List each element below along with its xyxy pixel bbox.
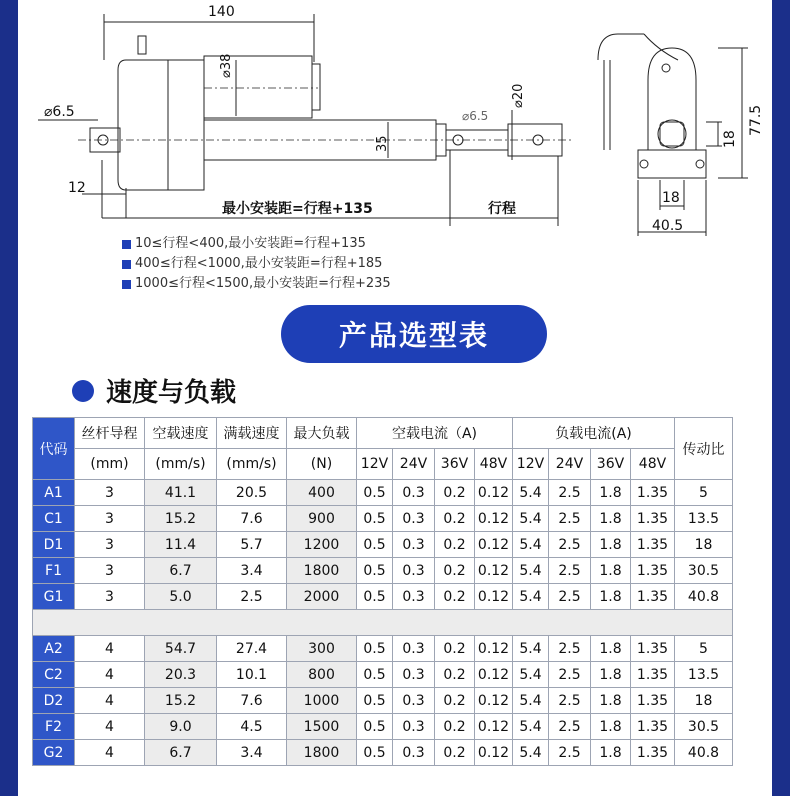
table-cell: 20.5: [217, 480, 287, 506]
header-load-current: 负载电流(A): [513, 418, 675, 449]
table-cell: 2.5: [549, 636, 591, 662]
row-code: A2: [33, 636, 75, 662]
row-code: D2: [33, 688, 75, 714]
table-cell: 0.5: [357, 532, 393, 558]
table-row: [33, 662, 733, 688]
table-cell: 3: [75, 506, 145, 532]
table-cell: 2.5: [549, 662, 591, 688]
header-max-load: 最大负载: [287, 418, 357, 449]
header-noload-current: 空载电流（A): [357, 418, 513, 449]
table-cell: 2.5: [549, 584, 591, 610]
group-separator: [33, 610, 733, 636]
bullet-square-icon: [122, 240, 131, 249]
table-cell: 0.12: [475, 714, 513, 740]
table-cell: 0.5: [357, 480, 393, 506]
table-cell: 0.2: [435, 480, 475, 506]
table-cell: 5.4: [513, 636, 549, 662]
table-cell: 1800: [287, 740, 357, 766]
table-cell: 6.7: [145, 740, 217, 766]
table-cell: 1.35: [631, 506, 675, 532]
table-cell: 18: [675, 688, 733, 714]
table-cell: 7.6: [217, 688, 287, 714]
table-cell: 0.5: [357, 558, 393, 584]
table-cell: 0.3: [393, 688, 435, 714]
table-cell: 1800: [287, 558, 357, 584]
table-cell: 3: [75, 532, 145, 558]
table-cell: 5.7: [217, 532, 287, 558]
table-cell: 2000: [287, 584, 357, 610]
table-cell: 3: [75, 584, 145, 610]
header-voltage: 36V: [435, 449, 475, 480]
table-cell: 2.5: [549, 506, 591, 532]
table-cell: 11.4: [145, 532, 217, 558]
table-cell: 1.35: [631, 636, 675, 662]
header-voltage: 48V: [475, 449, 513, 480]
table-cell: 1.35: [631, 584, 675, 610]
table-cell: 13.5: [675, 662, 733, 688]
table-cell: 0.3: [393, 506, 435, 532]
row-code: F2: [33, 714, 75, 740]
table-cell: 1.35: [631, 532, 675, 558]
table-cell: 7.6: [217, 506, 287, 532]
table-cell: 4: [75, 662, 145, 688]
table-cell: 18: [675, 532, 733, 558]
table-row: [33, 688, 733, 714]
table-row: [33, 480, 733, 506]
table-cell: 5.4: [513, 558, 549, 584]
table-row: [33, 558, 733, 584]
row-code: F1: [33, 558, 75, 584]
note-item: 10≤行程<400,最小安装距=行程+135: [122, 234, 391, 254]
header-noload-speed: 空载速度: [145, 418, 217, 449]
table-cell: 0.3: [393, 740, 435, 766]
table-row: [33, 714, 733, 740]
table-cell: 0.12: [475, 532, 513, 558]
table-cell: 1.8: [591, 480, 631, 506]
header-lead-unit: (mm): [75, 449, 145, 480]
table-cell: 5.4: [513, 688, 549, 714]
table-cell: 0.3: [393, 584, 435, 610]
header-max-load-unit: (N): [287, 449, 357, 480]
table-cell: 0.2: [435, 584, 475, 610]
table-cell: 1.8: [591, 662, 631, 688]
table-cell: 1.8: [591, 532, 631, 558]
header-voltage: 48V: [631, 449, 675, 480]
table-cell: 30.5: [675, 714, 733, 740]
table-cell: 3: [75, 558, 145, 584]
table-cell: 4.5: [217, 714, 287, 740]
table-cell: 0.12: [475, 662, 513, 688]
table-cell: 5.4: [513, 714, 549, 740]
table-cell: 1.35: [631, 558, 675, 584]
header-voltage: 12V: [357, 449, 393, 480]
table-cell: 0.12: [475, 558, 513, 584]
table-cell: 5.4: [513, 532, 549, 558]
table-cell: 2.5: [549, 558, 591, 584]
table-cell: 5.4: [513, 480, 549, 506]
table-cell: 2.5: [549, 714, 591, 740]
min-install-label: 最小安装距=行程+135: [222, 201, 373, 217]
table-cell: 27.4: [217, 636, 287, 662]
table-cell: 0.3: [393, 636, 435, 662]
header-noload-speed-unit: (mm/s): [145, 449, 217, 480]
dim-20-label: ⌀20: [511, 83, 526, 108]
table-cell: 3.4: [217, 558, 287, 584]
table-cell: 40.8: [675, 584, 733, 610]
header-full-speed-unit: (mm/s): [217, 449, 287, 480]
row-code: G2: [33, 740, 75, 766]
table-cell: 1200: [287, 532, 357, 558]
bullet-square-icon: [122, 280, 131, 289]
row-code: C2: [33, 662, 75, 688]
spec-table: [32, 417, 733, 766]
table-cell: 1.8: [591, 740, 631, 766]
table-cell: 0.3: [393, 532, 435, 558]
header-ratio: 传动比: [675, 418, 733, 480]
table-cell: 0.5: [357, 688, 393, 714]
row-code: G1: [33, 584, 75, 610]
header-voltage: 24V: [549, 449, 591, 480]
table-cell: 400: [287, 480, 357, 506]
table-cell: 5.4: [513, 662, 549, 688]
table-row: [33, 740, 733, 766]
table-cell: 0.2: [435, 662, 475, 688]
table-row: [33, 636, 733, 662]
table-cell: 0.2: [435, 532, 475, 558]
content-panel: [18, 0, 772, 796]
row-code: A1: [33, 480, 75, 506]
table-cell: 1.8: [591, 714, 631, 740]
table-cell: 2.5: [217, 584, 287, 610]
table-cell: 5: [675, 636, 733, 662]
table-cell: 0.3: [393, 480, 435, 506]
table-cell: 0.3: [393, 558, 435, 584]
dim-77-5-label: 77.5: [748, 104, 764, 136]
table-cell: 5.4: [513, 584, 549, 610]
table-cell: 2.5: [549, 688, 591, 714]
table-cell: 1.8: [591, 688, 631, 714]
note-item: 400≤行程<1000,最小安装距=行程+185: [122, 254, 391, 274]
header-lead: 丝杆导程: [75, 418, 145, 449]
table-cell: 1.35: [631, 714, 675, 740]
table-row: [33, 532, 733, 558]
table-cell: 0.2: [435, 688, 475, 714]
table-cell: 0.5: [357, 740, 393, 766]
table-cell: 4: [75, 740, 145, 766]
section-header: [72, 372, 236, 409]
table-cell: 4: [75, 714, 145, 740]
note-item: 1000≤行程<1500,最小安装距=行程+235: [122, 274, 391, 294]
header-full-speed: 满载速度: [217, 418, 287, 449]
table-cell: 1500: [287, 714, 357, 740]
table-cell: 40.8: [675, 740, 733, 766]
dim-40-5-label: 40.5: [652, 218, 684, 234]
table-cell: 1.35: [631, 480, 675, 506]
bullet-square-icon: [122, 260, 131, 269]
table-cell: 20.3: [145, 662, 217, 688]
table-cell: 0.5: [357, 636, 393, 662]
table-cell: 13.5: [675, 506, 733, 532]
table-cell: 0.2: [435, 714, 475, 740]
dim-18-bottom-label: 18: [662, 190, 680, 206]
table-cell: 2.5: [549, 740, 591, 766]
dim-6-5-right-label: ⌀6.5: [462, 109, 489, 123]
table-cell: 4: [75, 688, 145, 714]
row-code: D1: [33, 532, 75, 558]
table-cell: 0.5: [357, 584, 393, 610]
row-code: C1: [33, 506, 75, 532]
selection-table-banner: 产品选型表: [281, 305, 547, 363]
table-cell: 0.2: [435, 740, 475, 766]
table-cell: 1.8: [591, 636, 631, 662]
table-cell: 15.2: [145, 506, 217, 532]
section-title: 速度与负载: [106, 378, 237, 408]
table-cell: 0.12: [475, 584, 513, 610]
table-cell: 1.8: [591, 558, 631, 584]
table-cell: 0.3: [393, 662, 435, 688]
table-cell: 3: [75, 480, 145, 506]
header-voltage: 36V: [591, 449, 631, 480]
dim-38-label: ⌀38: [219, 53, 234, 78]
dim-18-side-label: 18: [722, 130, 738, 148]
table-cell: 1.35: [631, 740, 675, 766]
table-cell: 1.8: [591, 584, 631, 610]
header-code: 代码: [33, 418, 75, 480]
table-cell: 300: [287, 636, 357, 662]
table-cell: 800: [287, 662, 357, 688]
table-cell: 6.7: [145, 558, 217, 584]
dim-35-label: 35: [375, 135, 390, 152]
table-cell: 30.5: [675, 558, 733, 584]
table-row: [33, 584, 733, 610]
dim-12-label: 12: [68, 180, 86, 196]
table-cell: 0.12: [475, 480, 513, 506]
dim-6-5-left-label: ⌀6.5: [44, 104, 75, 120]
dim-140-label: 140: [208, 4, 235, 20]
table-cell: 41.1: [145, 480, 217, 506]
table-cell: 1000: [287, 688, 357, 714]
table-cell: 2.5: [549, 532, 591, 558]
table-cell: 0.12: [475, 506, 513, 532]
table-cell: 2.5: [549, 480, 591, 506]
table-cell: 0.3: [393, 714, 435, 740]
table-cell: 5.4: [513, 740, 549, 766]
table-cell: 1.35: [631, 688, 675, 714]
table-cell: 900: [287, 506, 357, 532]
table-cell: 0.12: [475, 740, 513, 766]
table-cell: 0.12: [475, 636, 513, 662]
table-cell: 15.2: [145, 688, 217, 714]
table-cell: 5.4: [513, 506, 549, 532]
header-voltage: 12V: [513, 449, 549, 480]
table-cell: 0.5: [357, 506, 393, 532]
table-row: [33, 506, 733, 532]
table-cell: 0.12: [475, 688, 513, 714]
header-voltage: 24V: [393, 449, 435, 480]
table-cell: 10.1: [217, 662, 287, 688]
section-dot-icon: [72, 380, 94, 402]
table-cell: 3.4: [217, 740, 287, 766]
table-cell: 0.5: [357, 714, 393, 740]
table-cell: 4: [75, 636, 145, 662]
dimension-drawing: [18, 0, 772, 236]
install-notes: [122, 234, 391, 294]
table-cell: 1.8: [591, 506, 631, 532]
table-cell: 0.2: [435, 558, 475, 584]
stroke-label: 行程: [488, 201, 516, 217]
table-cell: 54.7: [145, 636, 217, 662]
table-cell: 5: [675, 480, 733, 506]
table-cell: 9.0: [145, 714, 217, 740]
table-cell: 5.0: [145, 584, 217, 610]
table-cell: 0.2: [435, 506, 475, 532]
table-cell: 0.5: [357, 662, 393, 688]
table-cell: 1.35: [631, 662, 675, 688]
table-cell: 0.2: [435, 636, 475, 662]
